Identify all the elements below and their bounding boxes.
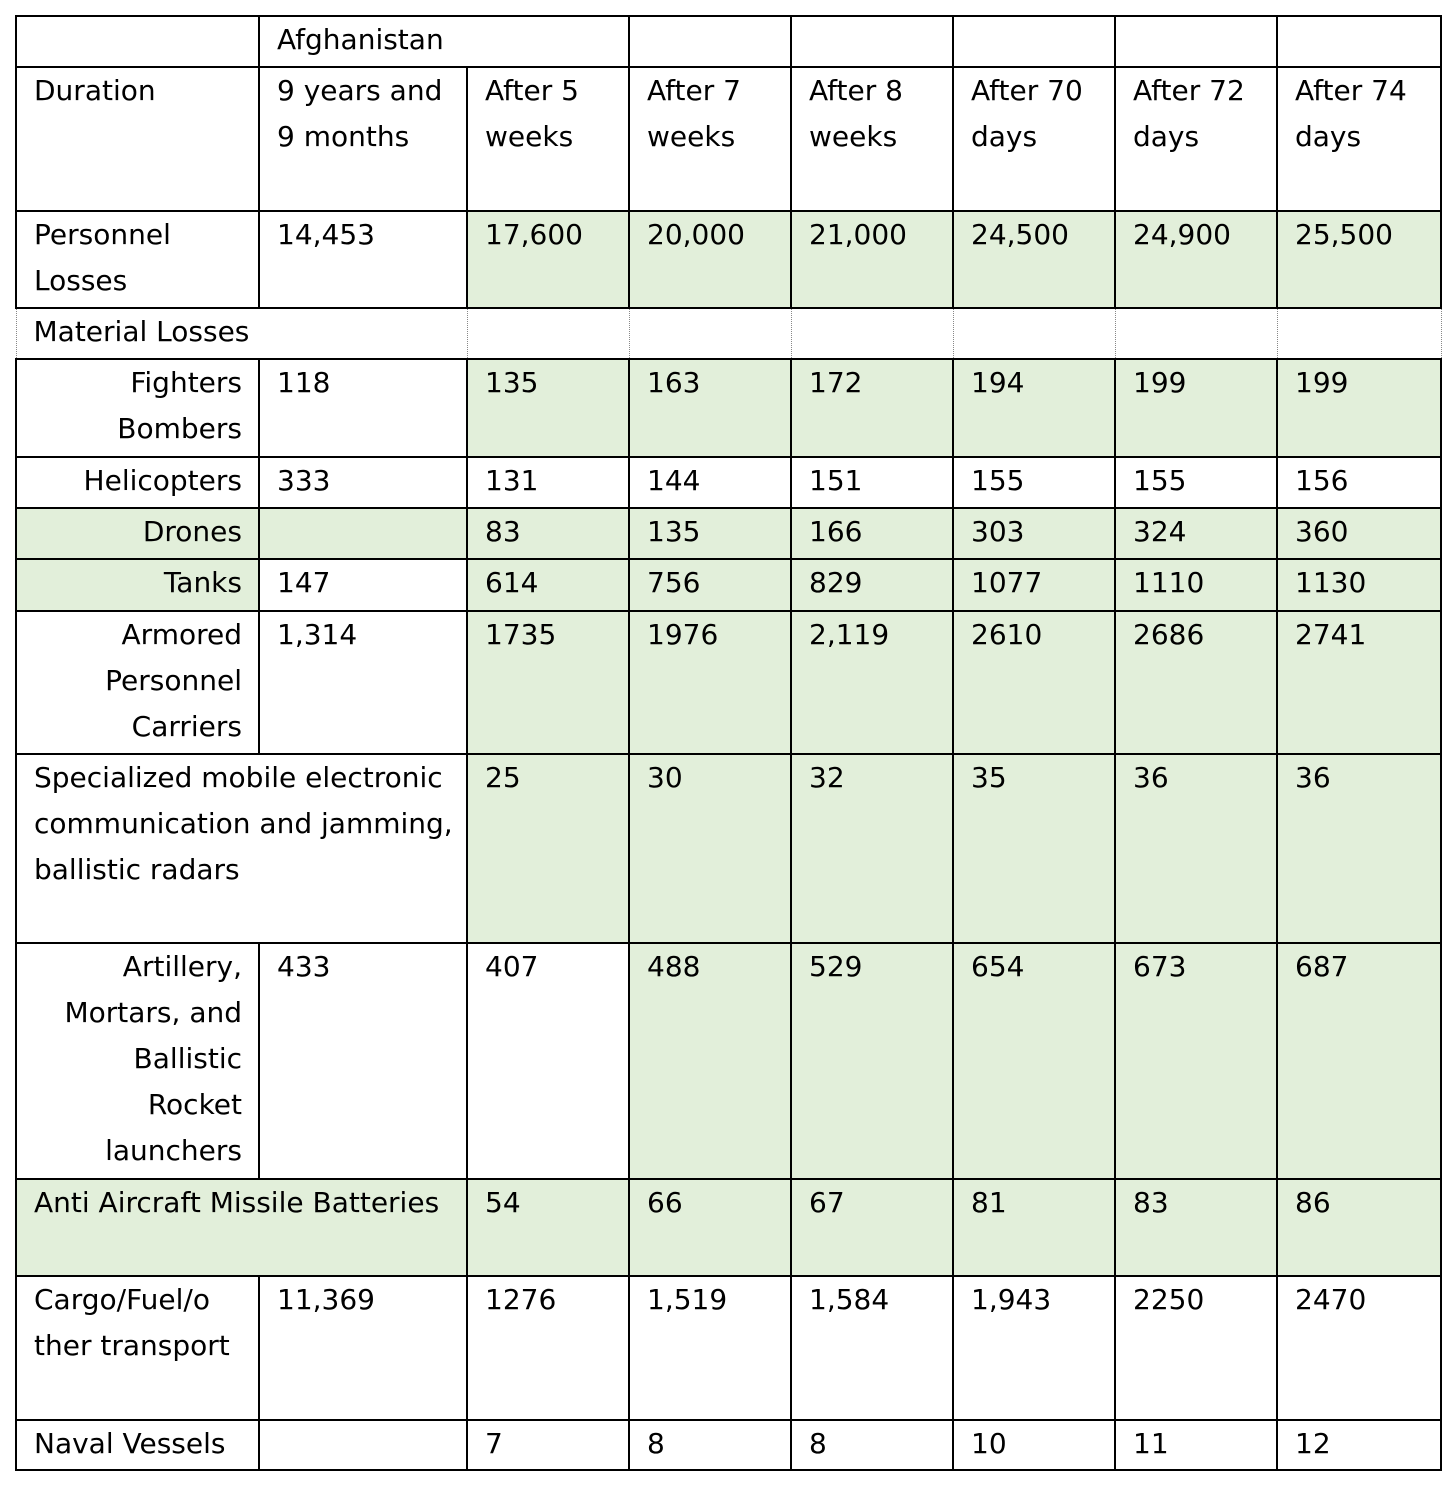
table-cell: 135	[467, 359, 629, 457]
section-label: Material Losses	[16, 308, 467, 359]
table-row	[16, 1276, 1441, 1420]
table-cell: Duration	[16, 67, 259, 211]
table-cell: Personnel Losses	[16, 211, 259, 308]
table-row	[16, 508, 1441, 559]
table-cell	[259, 1420, 467, 1470]
table-cell: Drones	[16, 508, 259, 559]
table-row	[16, 1179, 1441, 1276]
table-cell: After 8 weeks	[791, 67, 953, 211]
table-cell: 83	[1115, 1179, 1277, 1276]
header-row	[16, 67, 1441, 211]
table-cell: 199	[1115, 359, 1277, 457]
table-cell: 155	[1115, 457, 1277, 508]
table-cell	[629, 16, 791, 67]
table-cell: Fighters Bombers	[16, 359, 259, 457]
table-cell: 163	[629, 359, 791, 457]
table-cell: 147	[259, 559, 467, 611]
table-row	[16, 457, 1441, 508]
table-cell: 614	[467, 559, 629, 611]
table-cell: 2686	[1115, 611, 1277, 754]
table-cell: 1,584	[791, 1276, 953, 1420]
table-cell: 14,453	[259, 211, 467, 308]
table-cell: 166	[791, 508, 953, 559]
table-cell: 86	[1277, 1179, 1441, 1276]
table-cell: 36	[1115, 754, 1277, 943]
table-row	[16, 754, 1441, 943]
table-cell: 83	[467, 508, 629, 559]
header-top-row	[16, 16, 1441, 67]
table-cell	[467, 16, 629, 67]
table-cell: 30	[629, 754, 791, 943]
table-row	[16, 559, 1441, 611]
table-row	[16, 611, 1441, 754]
table-cell: 155	[953, 457, 1115, 508]
table-cell: 11	[1115, 1420, 1277, 1470]
table-cell	[467, 308, 629, 359]
table-cell: 433	[259, 943, 467, 1179]
table-cell: 1,519	[629, 1276, 791, 1420]
table-cell: 12	[1277, 1420, 1441, 1470]
table-cell: 2470	[1277, 1276, 1441, 1420]
table-cell: 407	[467, 943, 629, 1179]
table-cell: 8	[791, 1420, 953, 1470]
table-cell: 10	[953, 1420, 1115, 1470]
table-cell: 194	[953, 359, 1115, 457]
table-cell: 54	[467, 1179, 629, 1276]
table-cell: 829	[791, 559, 953, 611]
table-cell: 9 years and 9 months	[259, 67, 467, 211]
table-cell: 333	[259, 457, 467, 508]
table-row	[16, 359, 1441, 457]
table-cell: After 5 weeks	[467, 67, 629, 211]
table-cell	[629, 308, 791, 359]
table-cell: 303	[953, 508, 1115, 559]
table-cell: 7	[467, 1420, 629, 1470]
table-cell: 1276	[467, 1276, 629, 1420]
table-cell: 144	[629, 457, 791, 508]
table-cell: Tanks	[16, 559, 259, 611]
table-cell: 8	[629, 1420, 791, 1470]
table-cell: Helicopters	[16, 457, 259, 508]
table-cell: 1130	[1277, 559, 1441, 611]
table-cell: 687	[1277, 943, 1441, 1179]
table-cell: Artillery, Mortars, and Ballistic Rocket launchers	[16, 943, 259, 1179]
table-cell: 2610	[953, 611, 1115, 754]
section-row	[16, 308, 1441, 359]
table-cell: Cargo/Fuel/o ther transport	[16, 1276, 259, 1420]
table-cell	[791, 308, 953, 359]
table-cell: 131	[467, 457, 629, 508]
table-cell: After 72 days	[1115, 67, 1277, 211]
table-cell: 66	[629, 1179, 791, 1276]
table-cell: 172	[791, 359, 953, 457]
table-cell: 2250	[1115, 1276, 1277, 1420]
table-cell	[16, 16, 259, 67]
table-cell	[259, 508, 467, 559]
table-cell: 24,500	[953, 211, 1115, 308]
table-cell: 1077	[953, 559, 1115, 611]
table-cell: 17,600	[467, 211, 629, 308]
table-cell	[1277, 16, 1441, 67]
table-cell: 324	[1115, 508, 1277, 559]
table-cell: After 74 days	[1277, 67, 1441, 211]
table-row	[16, 1420, 1441, 1470]
table-cell: 2,119	[791, 611, 953, 754]
table-cell: 24,900	[1115, 211, 1277, 308]
table-cell: Anti Aircraft Missile Batteries	[16, 1179, 467, 1276]
table-cell: 36	[1277, 754, 1441, 943]
table-cell: 1,943	[953, 1276, 1115, 1420]
table-row	[16, 943, 1441, 1179]
table-cell: Naval Vessels	[16, 1420, 259, 1470]
table-cell: 67	[791, 1179, 953, 1276]
table-cell: 360	[1277, 508, 1441, 559]
table-cell: Afghanistan	[259, 16, 467, 67]
table-cell: 151	[791, 457, 953, 508]
table-cell: 1976	[629, 611, 791, 754]
table-cell	[953, 16, 1115, 67]
table-cell: Specialized mobile electronic communication and jamming, ballistic radars	[16, 754, 467, 943]
table-cell: 21,000	[791, 211, 953, 308]
table-cell	[791, 16, 953, 67]
table-cell: 199	[1277, 359, 1441, 457]
table-cell: 529	[791, 943, 953, 1179]
table-cell: 25,500	[1277, 211, 1441, 308]
table-cell: 1,314	[259, 611, 467, 754]
table-cell: 118	[259, 359, 467, 457]
table-cell: 32	[791, 754, 953, 943]
table-cell: After 70 days	[953, 67, 1115, 211]
table-cell: 1735	[467, 611, 629, 754]
table-cell: 81	[953, 1179, 1115, 1276]
table-cell: 11,369	[259, 1276, 467, 1420]
table-cell: 25	[467, 754, 629, 943]
table-cell: 673	[1115, 943, 1277, 1179]
table-cell	[1115, 16, 1277, 67]
table-cell	[953, 308, 1115, 359]
table-cell: 1110	[1115, 559, 1277, 611]
table-cell: 20,000	[629, 211, 791, 308]
table-cell: 135	[629, 508, 791, 559]
table-cell: 488	[629, 943, 791, 1179]
table-cell: 2741	[1277, 611, 1441, 754]
table-row	[16, 211, 1441, 308]
table-cell: 156	[1277, 457, 1441, 508]
table-cell	[1277, 308, 1441, 359]
table-cell: After 7 weeks	[629, 67, 791, 211]
table-cell: 35	[953, 754, 1115, 943]
table-cell: Armored Personnel Carriers	[16, 611, 259, 754]
table-cell: 654	[953, 943, 1115, 1179]
table-cell	[1115, 308, 1277, 359]
losses-table	[15, 15, 1442, 1471]
table-cell: 756	[629, 559, 791, 611]
